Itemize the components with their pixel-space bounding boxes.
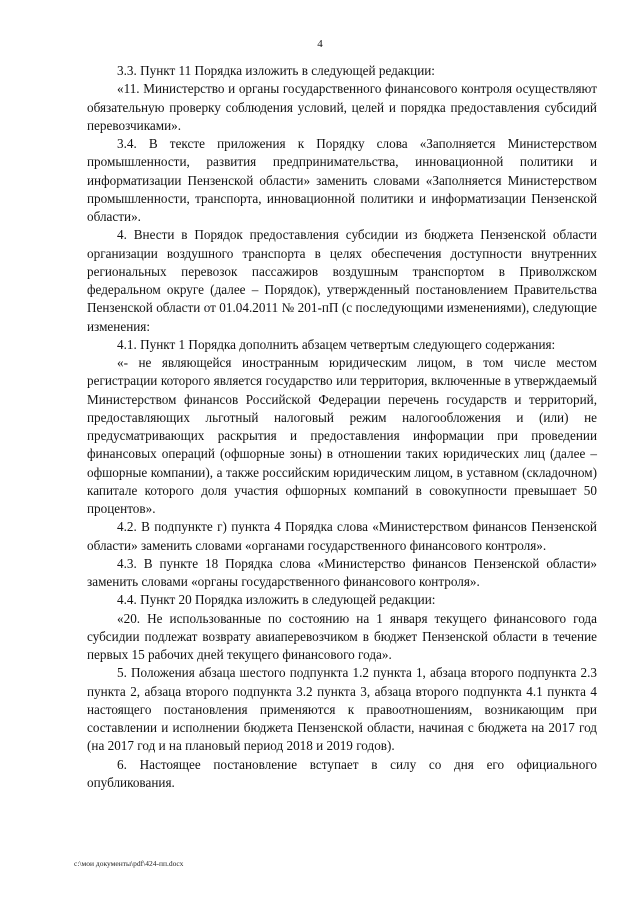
paragraph-4-2: 4.2. В подпункте г) пункта 4 Порядка слова «Министерством финансов Пензенской области» заменить словами «органами государственного финансового контроля». bbox=[87, 519, 597, 553]
page-number: 4 bbox=[317, 38, 323, 50]
paragraph-3-4: 3.4. В тексте приложения к Порядку слова «Заполняется Министерством промышленности, развития предпринимательства, инновационной политики и информатизации Пензенской области» заменить словами «Заполняется Министерством промышленности, транспорта, инновационной политики и информатизации Пензенской области». bbox=[87, 136, 597, 224]
paragraph-6: 6. Настоящее постановление вступает в силу со дня его официального опубликования. bbox=[87, 756, 597, 790]
paragraph-3-3-quote: «11. Министерство и органы государственного финансового контроля осуществляют обязательную проверку соблюдения условий, целей и порядка предоставления субсидий перевозчиками». bbox=[87, 81, 597, 133]
paragraph-4-4-quote: «20. Не использованные по состоянию на 1 января текущего финансового года субсидии подлежат возврату авиаперевозчиком в бюджет Пензенской области в течение первых 15 рабочих дней текущего финансового года». bbox=[87, 610, 597, 662]
paragraph-5: 5. Положения абзаца шестого подпункта 1.2 пункта 1, абзаца второго подпункта 2.3 пункта 2, абзаца второго подпункта 3.2 пункта 3, абзаца второго подпункта 4.1 пункта 4 настоящего постановления применяются к правоотношениям, возникающим при составлении и исполнении бюджета Пензенской области, начиная с бюджета на 2017 год (на 2017 год и на плановый период 2018 и 2019 годов). bbox=[87, 665, 597, 754]
document-body bbox=[87, 62, 597, 792]
paragraph-4-3: 4.3. В пункте 18 Порядка слова «Министерство финансов Пензенской области» заменить словами «органы государственного финансового контроля». bbox=[87, 555, 597, 589]
paragraph-4-1-quote: «- не являющейся иностранным юридическим лицом, в том числе местом регистрации которого является государство или территория, включенные в утверждаемый Министерством финансов Российской Федерации перечень государств и территорий, предоставляющих льготный налоговый режим налогообложения и (или) не предусматривающих раскрытия и предоставления информации при проведении финансовых операций (офшорные зоны) в отношении таких юридических лиц (далее – офшорные компании), а также российским юридическим лицом, в уставном (складочном) капитале которого доля участия офшорных компаний в совокупности превышает 50 процентов». bbox=[87, 355, 597, 516]
paragraph-3-3: 3.3. Пункт 11 Порядка изложить в следующей редакции: bbox=[117, 63, 435, 78]
paragraph-4: 4. Внести в Порядок предоставления субсидии из бюджета Пензенской области организации воздушного транспорта в целях обеспечения доступности внутренних региональных перевозок пассажиров воздушным транспортом в Приволжском федеральном округе (далее – Порядок), утвержденный постановлением Правительства Пензенской области от 01.04.2011 № 201-пП (с последующими изменениями), следующие изменения: bbox=[87, 227, 597, 334]
footer-file-path: c:\мои документы\pdf\424-пп.docx bbox=[74, 859, 184, 868]
paragraph-4-4: 4.4. Пункт 20 Порядка изложить в следующей редакции: bbox=[117, 592, 436, 608]
paragraph-4-1: 4.1. Пункт 1 Порядка дополнить абзацем четвертым следующего содержания: bbox=[117, 336, 556, 352]
